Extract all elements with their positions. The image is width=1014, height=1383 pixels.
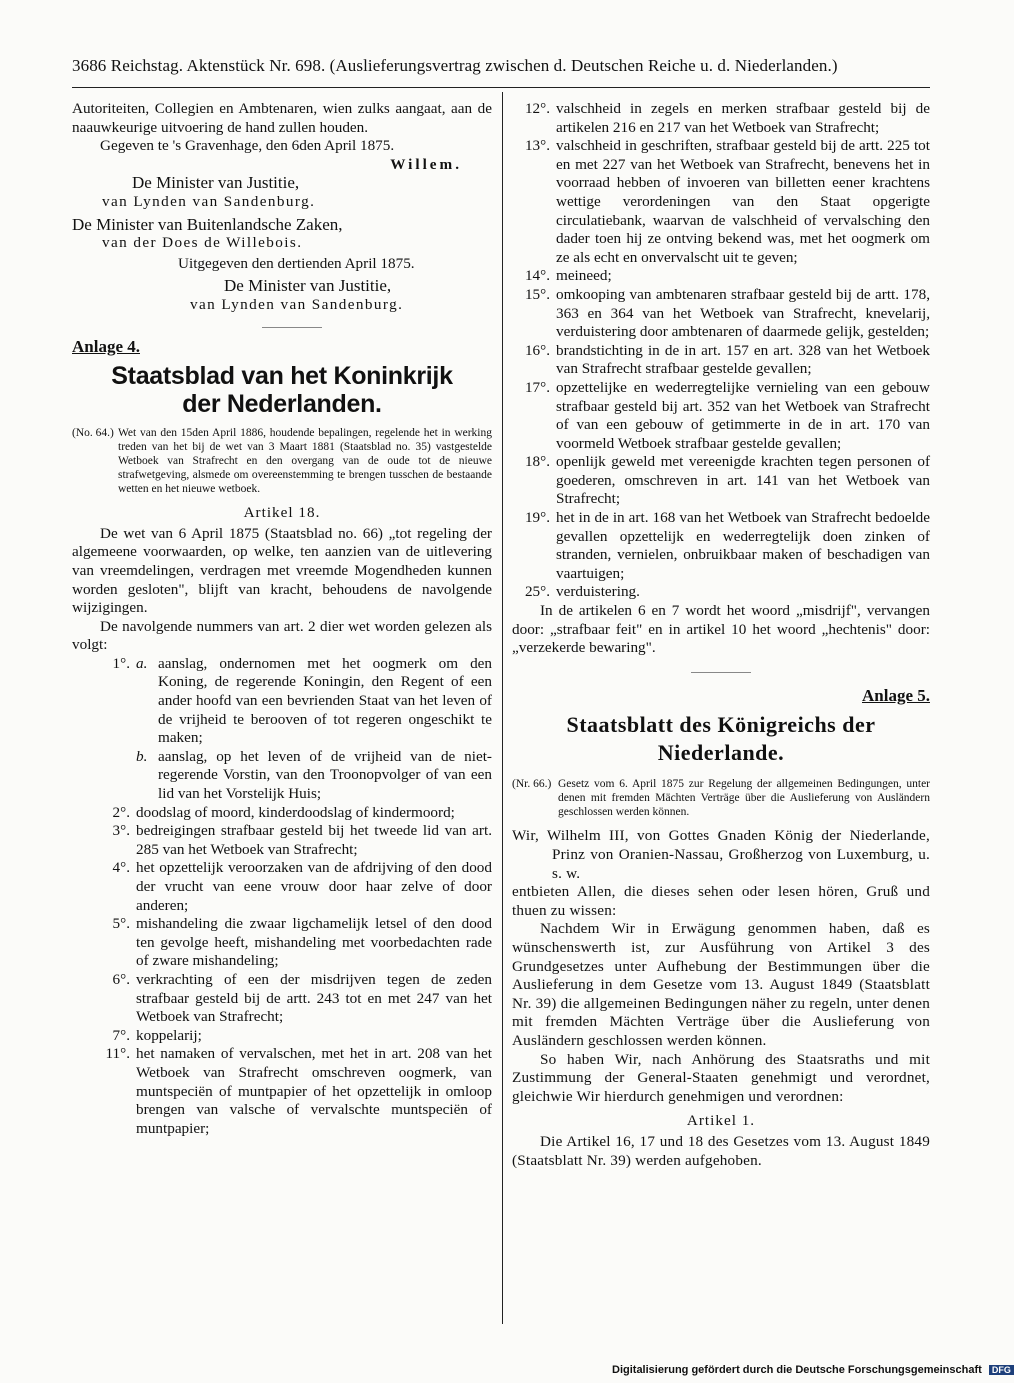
item-number: 6°.: [112, 970, 130, 988]
minister1-name: van Lynden van Sandenburg.: [102, 192, 316, 210]
sub-item: [136, 748, 492, 804]
list-item: [72, 859, 492, 915]
item-number: 11°.: [105, 1045, 130, 1063]
left-column: [72, 100, 492, 1138]
law-reference: [72, 426, 492, 496]
german-gazette-title: Staatsblatt des Königreichs der Niederlande.: [566, 712, 876, 766]
item-number: 12°.: [524, 100, 550, 117]
law-reference: [512, 777, 930, 819]
item-text: verduistering.: [556, 583, 640, 601]
list-item: [512, 583, 930, 602]
article-1-text: Die Artikel 16, 17 und 18 des Gesetzes vom 13. August 1849 (Staatsblatt Nr. 39) werden aufgehoben.: [512, 1132, 930, 1169]
item-number: 16°.: [524, 341, 550, 359]
gazette-title-line1: Staatsblad van het Koninkrijk: [111, 362, 453, 391]
section-rule: [262, 327, 322, 328]
column-divider: [502, 92, 503, 1324]
item-text: omkooping van ambtenaren strafbaar gesteld bij de artt. 178, 363 en 364 van het Wetboek van Strafrecht, knevelarij, verduistering door ambtenaren of daarmede gelijk, gestelden;: [556, 285, 930, 341]
law-number: (Nr. 66.): [512, 778, 552, 791]
item-number: 2°.: [112, 803, 130, 821]
preamble: Nachdem Wir in Erwägung genommen haben, daß es wünschenswerth ist, zur Ausführung von Artikel 3 des Grundgesetzes unter Aufhebung der Bestimmungen über die Auslieferung in dem Gesetze vom 13. August 1849 (Staatsblatt Nr. 39) die allgemeinen Bedingungen näher zu regeln, unter denen mit fremden Mächten Verträge über die Auslieferung von Ausländern geschlossen werden können.: [512, 920, 930, 1049]
item-number: 7°.: [112, 1026, 130, 1044]
item-number: 15°.: [524, 285, 550, 303]
list-item: [72, 822, 492, 859]
sub-item: [136, 655, 492, 748]
article-paragraph-1: De wet van 6 April 1875 (Staatsblad no. 66) „tot regeling der algemeene voorwaarden, op welke, ten aanzien van de uitlevering van vreemdelingen, verdragen met vreemde Mogendheden kunnen worden gesloten", blijft van kracht, behoudens de navolgende wijzigingen.: [72, 524, 492, 617]
gazette-title-line2: der Nederlanden.: [182, 390, 382, 419]
list-item: [72, 915, 492, 971]
sub-item-text: aanslag, op het leven of de vrijheid van de niet-regerende Vorstin, van den Troonopvolger of van een lid van het Vorstelijk Huis;: [158, 747, 492, 803]
list-item: [512, 137, 930, 267]
minister1-title: De Minister van Justitie,: [132, 173, 300, 193]
item-text: doodslag of moord, kinderdoodslag of kindermoord;: [136, 803, 455, 821]
list-item: [512, 286, 930, 342]
item-number: 13°.: [524, 137, 550, 155]
item-number: 25°.: [524, 583, 550, 601]
footer-text: Digitalisierung gefördert durch die Deutsche Forschungsgemeinschaft: [612, 1364, 982, 1376]
gazette-title: [72, 362, 492, 418]
item-text: opzettelijke en wederregtelijke vernieling van een gebouw strafbaar gesteld bij art. 352 van het Wetboek van Strafrecht of van een gebouw of getimmerte in de in art. 170 van voormeld Wetboek strafbaar gestelde gevallen;: [556, 378, 930, 452]
item-text: het namaken of vervalschen, met het in art. 208 van het Wetboek van Strafrecht omschreven oogmerk, van muntspeciën of muntpapier of het opzettelijk in omloop brengen van valsche of vervalschte muntspeciën of muntpapier;: [136, 1045, 492, 1137]
right-column: [512, 100, 930, 1170]
list-item: [512, 342, 930, 379]
list-item: [72, 804, 492, 823]
item-text: valschheid in zegels en merken strafbaar gesteld bij de artikelen 216 en 217 van het Wetboek van Strafrecht;: [556, 100, 930, 136]
dfg-logo: DFG: [989, 1365, 1014, 1375]
section-rule: [691, 672, 751, 673]
list-item: [72, 1045, 492, 1138]
page-number: 3686: [72, 56, 107, 75]
item-text: brandstichting in de in art. 157 en art. 328 van het Wetboek van Strafrecht strafbaar gestelde gevallen;: [556, 341, 930, 378]
list-item: [512, 509, 930, 583]
item-number: 17°.: [524, 378, 550, 396]
item-number: 1°.: [112, 654, 130, 672]
sub-item-label: a.: [136, 654, 148, 672]
minister2-title: De Minister van Buitenlandsche Zaken,: [72, 214, 343, 234]
minister2-name: van der Does de Willebois.: [102, 234, 303, 252]
item-text: verkrachting of een der misdrijven tegen de zeden strafbaar gesteld bij de artt. 243 tot en met 247 van het Wetboek van Strafrecht;: [136, 970, 492, 1026]
list-item: [512, 100, 930, 137]
given-line: Gegeven te 's Gravenhage, den 6den April 1875.: [100, 137, 395, 155]
item-text: koppelarij;: [136, 1026, 202, 1044]
list-item: [72, 971, 492, 1027]
greeting: entbieten Allen, die dieses sehen oder lesen hören, Gruß und thuen zu wissen:: [512, 883, 930, 919]
anlage-5-label: Anlage 5.: [862, 685, 930, 705]
item-text: meineed;: [556, 267, 612, 285]
intro-paragraph: Autoriteiten, Collegien en Ambtenaren, wien zulks aangaat, aan de naauwkeurige uitvoering de hand zullen houden.: [72, 100, 492, 136]
law-description: Gesetz vom 6. April 1875 zur Regelung der allgemeinen Bedingungen, unter denen mit fremden Mächten Verträge über die Auslieferung von Ausländern geschlossen werden können.: [558, 778, 930, 819]
artikel-heading: Artikel 18.: [243, 504, 321, 522]
item-number: 14°.: [524, 267, 550, 285]
list-item: [72, 1027, 492, 1046]
law-number: (No. 64.): [72, 427, 114, 440]
running-header: [72, 56, 930, 76]
proclamation: Wir, Wilhelm III, von Gottes Gnaden König der Niederlande, Prinz von Oranien-Nassau, Großherzog von Luxemburg, u. s. w.: [512, 827, 930, 882]
closing-paragraph: In de artikelen 6 en 7 wordt het woord „misdrijf", vervangen door: „strafbaar feit" en in artikel 10 het woord „hechtenis" door: „verzekerde bewaring".: [512, 602, 930, 657]
minister3-name: van Lynden van Sandenburg.: [190, 295, 404, 313]
item-text: het in de in art. 168 van het Wetboek van Strafrecht bedoelde gevallen opzettelijk en wederregtelijk doen zinken of stranden, vernielen, onbruikbaar maken of beschadigen van vaartuigen;: [556, 509, 930, 582]
list-item: [512, 267, 930, 286]
header-title: Reichstag. Aktenstück Nr. 698. (Auslieferungsvertrag zwischen d. Deutschen Reiche u. d. Niederlanden.): [110, 56, 838, 75]
sub-item-label: b.: [136, 747, 148, 765]
item-number: 5°.: [112, 915, 130, 933]
article-paragraph-2: De navolgende nummers van art. 2 dier wet worden gelezen als volgt:: [72, 617, 492, 654]
list-item: [72, 655, 492, 804]
item-text: het opzettelijk veroorzaken van de afdrijving of den dood der vrucht van eene vrouw door haar zelve of door anderen;: [136, 859, 492, 914]
item-number: 18°.: [524, 453, 550, 471]
item-text: bedreigingen strafbaar gesteld bij het tweede lid van art. 285 van het Wetboek van Strafrecht;: [136, 822, 492, 858]
list-item: [512, 379, 930, 453]
artikel-heading: Artikel 1.: [686, 1112, 756, 1130]
item-number: 19°.: [524, 509, 550, 527]
enactment: So haben Wir, nach Anhörung des Staatsraths und mit Zustimmung der General-Staaten genehmigt und verordnet, gleichwie Wir hierdurch genehmigen und verordnen:: [512, 1050, 930, 1105]
item-number: 4°.: [112, 859, 130, 877]
item-text: valschheid in geschriften, strafbaar gesteld bij de artt. 225 tot en met 227 van het Wetboek van Strafrecht, benevens het in voorraad hebben of invoeren van billetten eener krachtens wettige verordeningen van den Staat opgerigte circulatiebank, waarvan de valschheid of vervalsching den dader toen hij ze ontving bekend was, met het oogmerk om ze als echt en onvervalscht uit te geven;: [556, 137, 930, 266]
item-text: openlijk geweld met vereenigde krachten tegen personen of goederen, omschreven in art. 141 van het Wetboek van Strafrecht;: [556, 453, 930, 508]
header-rule: [72, 87, 930, 88]
item-number: 3°.: [112, 822, 130, 840]
footer-credit: [612, 1364, 1014, 1376]
minister3-title: De Minister van Justitie,: [224, 276, 392, 296]
item-text: mishandeling die zwaar ligchamelijk letsel of den dood ten gevolge heeft, mishandeling met voorbedachten rade of zware mishandeling;: [136, 915, 492, 970]
law-description: Wet van den 15den April 1886, houdende bepalingen, regelende het in werking treden van het bij de wet van 3 Maart 1881 (Staatsblad no. 35) vastgestelde Wetboek van Strafrecht en den overgang van de oude tot de nieuwe strafwetgeving, alsmede om overeenstemming te brengen tusschen de bestaande wetten en het nieuwe wetboek.: [118, 427, 492, 496]
published-line: Uitgegeven den dertienden April 1875.: [178, 254, 415, 272]
signer: Willem.: [390, 155, 462, 173]
list-item: [512, 453, 930, 509]
sub-item-text: aanslag, ondernomen met het oogmerk om den Koning, de regerende Koningin, den Regent of een ander hoofd van een bevrienden Staat van het leven of de vrijheid te berooven of tot regeren ongeschikt te maken;: [158, 654, 492, 747]
anlage-4-label: Anlage 4.: [72, 336, 140, 356]
